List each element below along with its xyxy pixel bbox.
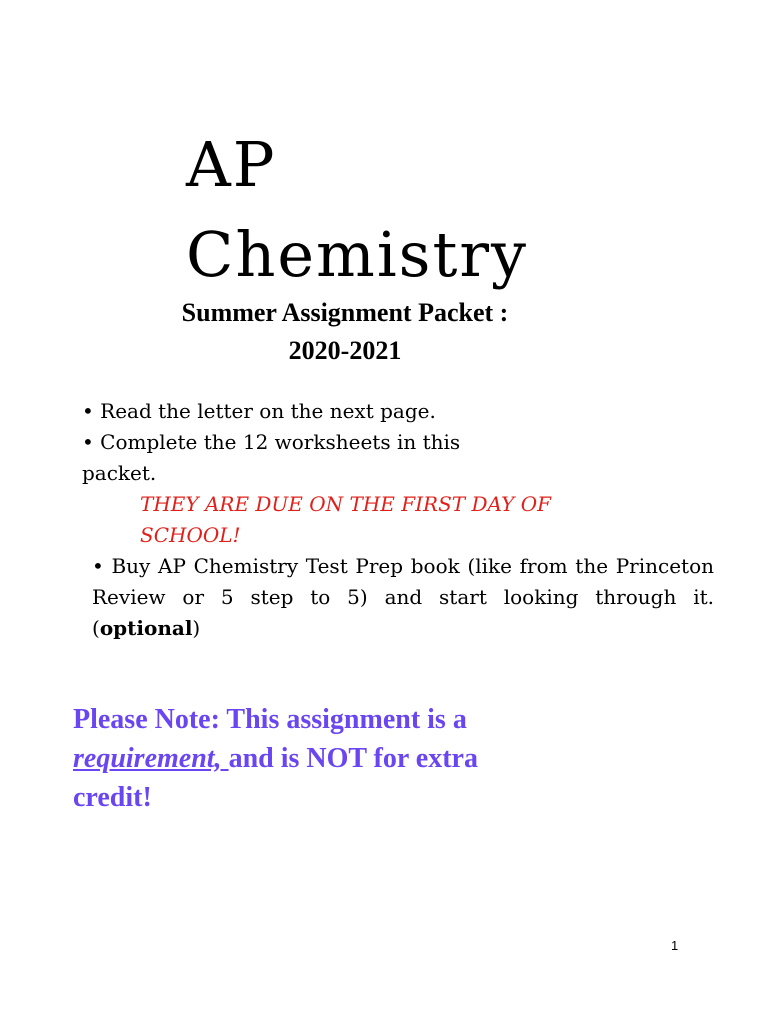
optional-label: optional bbox=[99, 616, 193, 640]
page-number: 1 bbox=[671, 938, 679, 953]
test-prep-text: • Buy AP Chemistry Test Prep book (like from the Princeton Review or 5 step to 5) and start looking through it. ( bbox=[92, 554, 714, 640]
title-line-2: Chemistry bbox=[186, 218, 529, 291]
note-suffix: and is NOT for extra credit! bbox=[73, 743, 478, 813]
list-item-test-prep-book bbox=[92, 551, 714, 644]
document-title bbox=[186, 120, 528, 300]
subtitle-packet: Summer Assignment Packet : bbox=[181, 298, 509, 327]
note-prefix: Please Note: This assignment is a bbox=[73, 704, 467, 735]
list-item-read-letter: • Read the letter on the next page. bbox=[82, 399, 436, 423]
due-date-notice: THEY ARE DUE ON THE FIRST DAY OF SCHOOL! bbox=[140, 492, 551, 547]
note-requirement-emphasis: requirement, bbox=[73, 743, 229, 774]
requirement-note bbox=[73, 700, 543, 817]
title-line-1: AP bbox=[186, 128, 277, 201]
test-prep-close-paren: ) bbox=[192, 616, 201, 640]
instructions-list bbox=[82, 396, 714, 644]
list-item-complete-worksheets: • Complete the 12 worksheets in this packet. bbox=[82, 430, 461, 485]
subtitle-year: 2020-2021 bbox=[288, 336, 402, 365]
